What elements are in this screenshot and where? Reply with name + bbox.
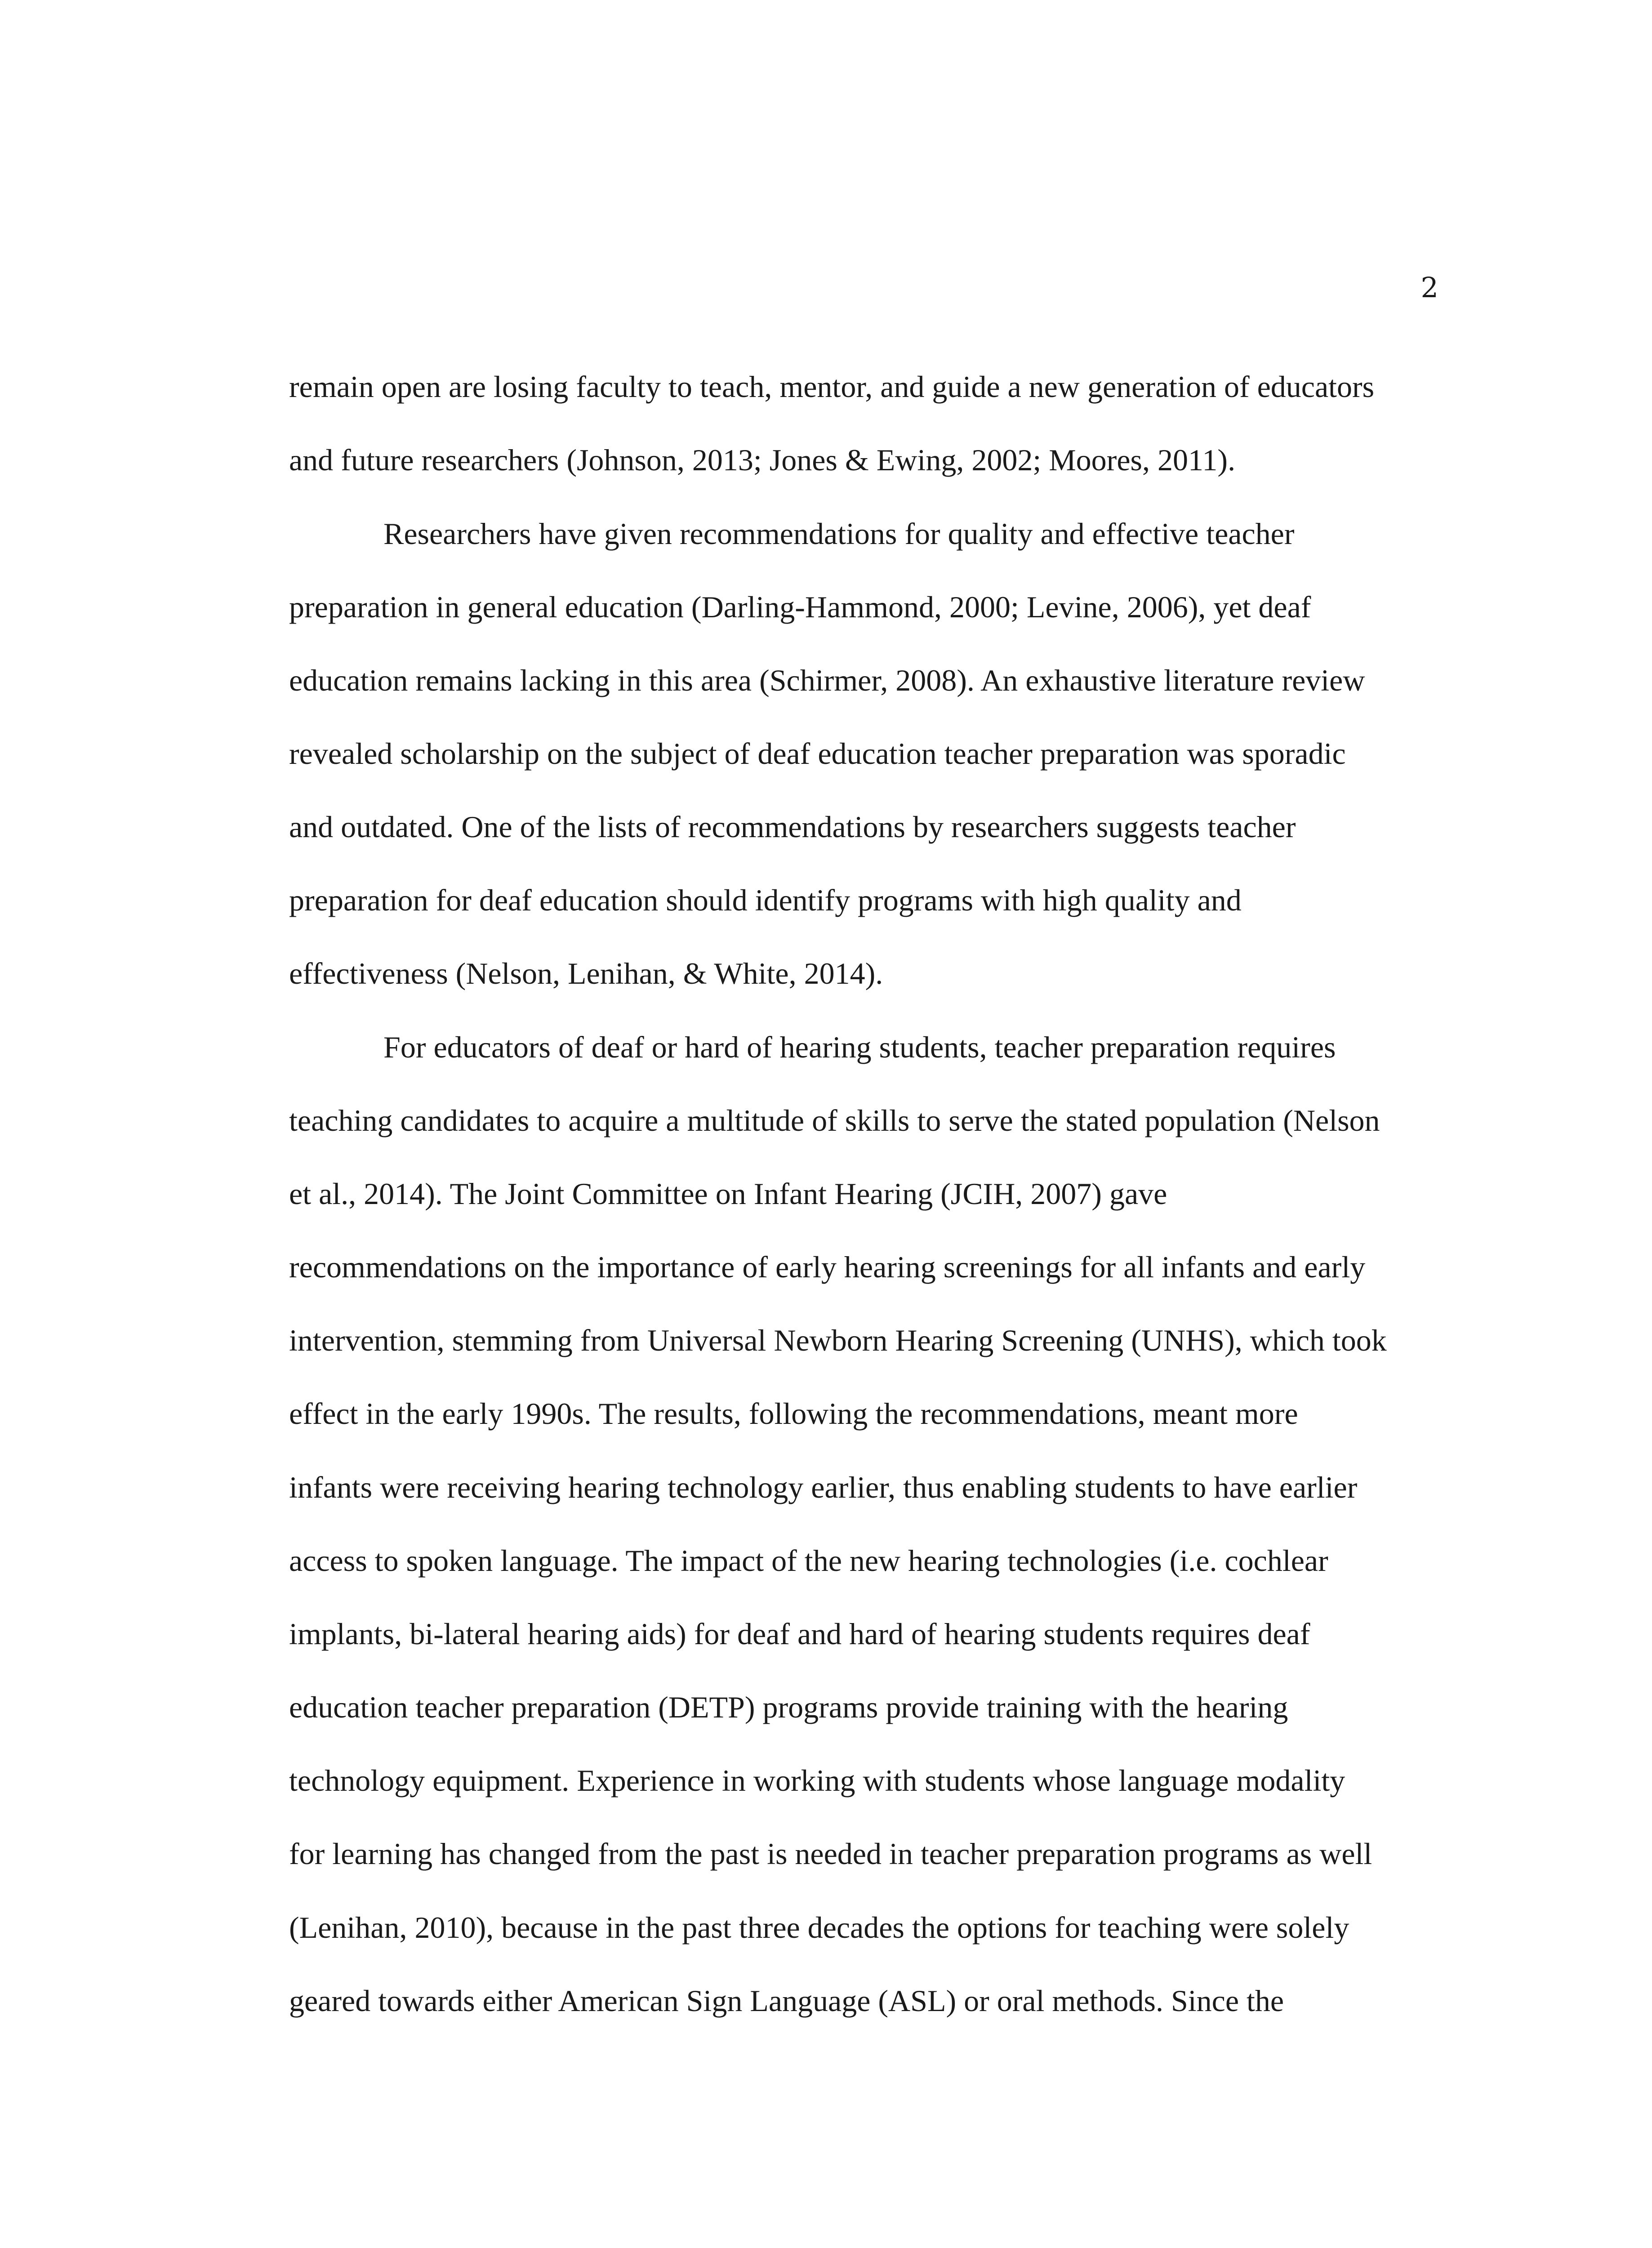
- text-line: For educators of deaf or hard of hearing students, teacher preparation requires: [383, 1030, 1336, 1064]
- text-line: recommendations on the importance of early hearing screenings for all infants and early: [289, 1250, 1366, 1284]
- text-line: remain open are losing faculty to teach, mentor, and guide a new generation of educators: [289, 370, 1375, 404]
- text-line: et al., 2014). The Joint Committee on Infant Hearing (JCIH, 2007) gave: [289, 1177, 1167, 1211]
- text-line: and outdated. One of the lists of recommendations by researchers suggests teacher: [289, 810, 1296, 844]
- text-line: geared towards either American Sign Language (ASL) or oral methods. Since the: [289, 1984, 1284, 2018]
- page-number: 2: [1420, 271, 1438, 304]
- text-line: Researchers have given recommendations for quality and effective teacher: [383, 517, 1295, 551]
- text-line: preparation for deaf education should identify programs with high quality and: [289, 883, 1242, 917]
- text-line: effect in the early 1990s. The results, following the recommendations, meant more: [289, 1396, 1298, 1431]
- text-line: education teacher preparation (DETP) programs provide training with the hearing: [289, 1690, 1288, 1724]
- text-line: effectiveness (Nelson, Lenihan, & White, 2014).: [289, 956, 883, 990]
- text-line: intervention, stemming from Universal Newborn Hearing Screening (UNHS), which took: [289, 1323, 1387, 1357]
- text-line: for learning has changed from the past is needed in teacher preparation programs as well: [289, 1837, 1372, 1871]
- text-line: education remains lacking in this area (Schirmer, 2008). An exhaustive literature review: [289, 663, 1365, 697]
- text-line: preparation in general education (Darling-Hammond, 2000; Levine, 2006), yet deaf: [289, 590, 1311, 624]
- text-line: (Lenihan, 2010), because in the past three decades the options for teaching were solely: [289, 1910, 1349, 1945]
- text-line: revealed scholarship on the subject of deaf education teacher preparation was sporadic: [289, 736, 1346, 771]
- text-line: and future researchers (Johnson, 2013; Jones & Ewing, 2002; Moores, 2011).: [289, 443, 1236, 477]
- text-line: infants were receiving hearing technology earlier, thus enabling students to have earlier: [289, 1470, 1358, 1504]
- text-line: access to spoken language. The impact of the new hearing technologies (i.e. cochlear: [289, 1543, 1328, 1578]
- text-line: technology equipment. Experience in working with students whose language modality: [289, 1763, 1345, 1798]
- text-line: teaching candidates to acquire a multitude of skills to serve the stated population (Nelson: [289, 1103, 1380, 1137]
- text-line: implants, bi-lateral hearing aids) for deaf and hard of hearing students requires deaf: [289, 1617, 1310, 1651]
